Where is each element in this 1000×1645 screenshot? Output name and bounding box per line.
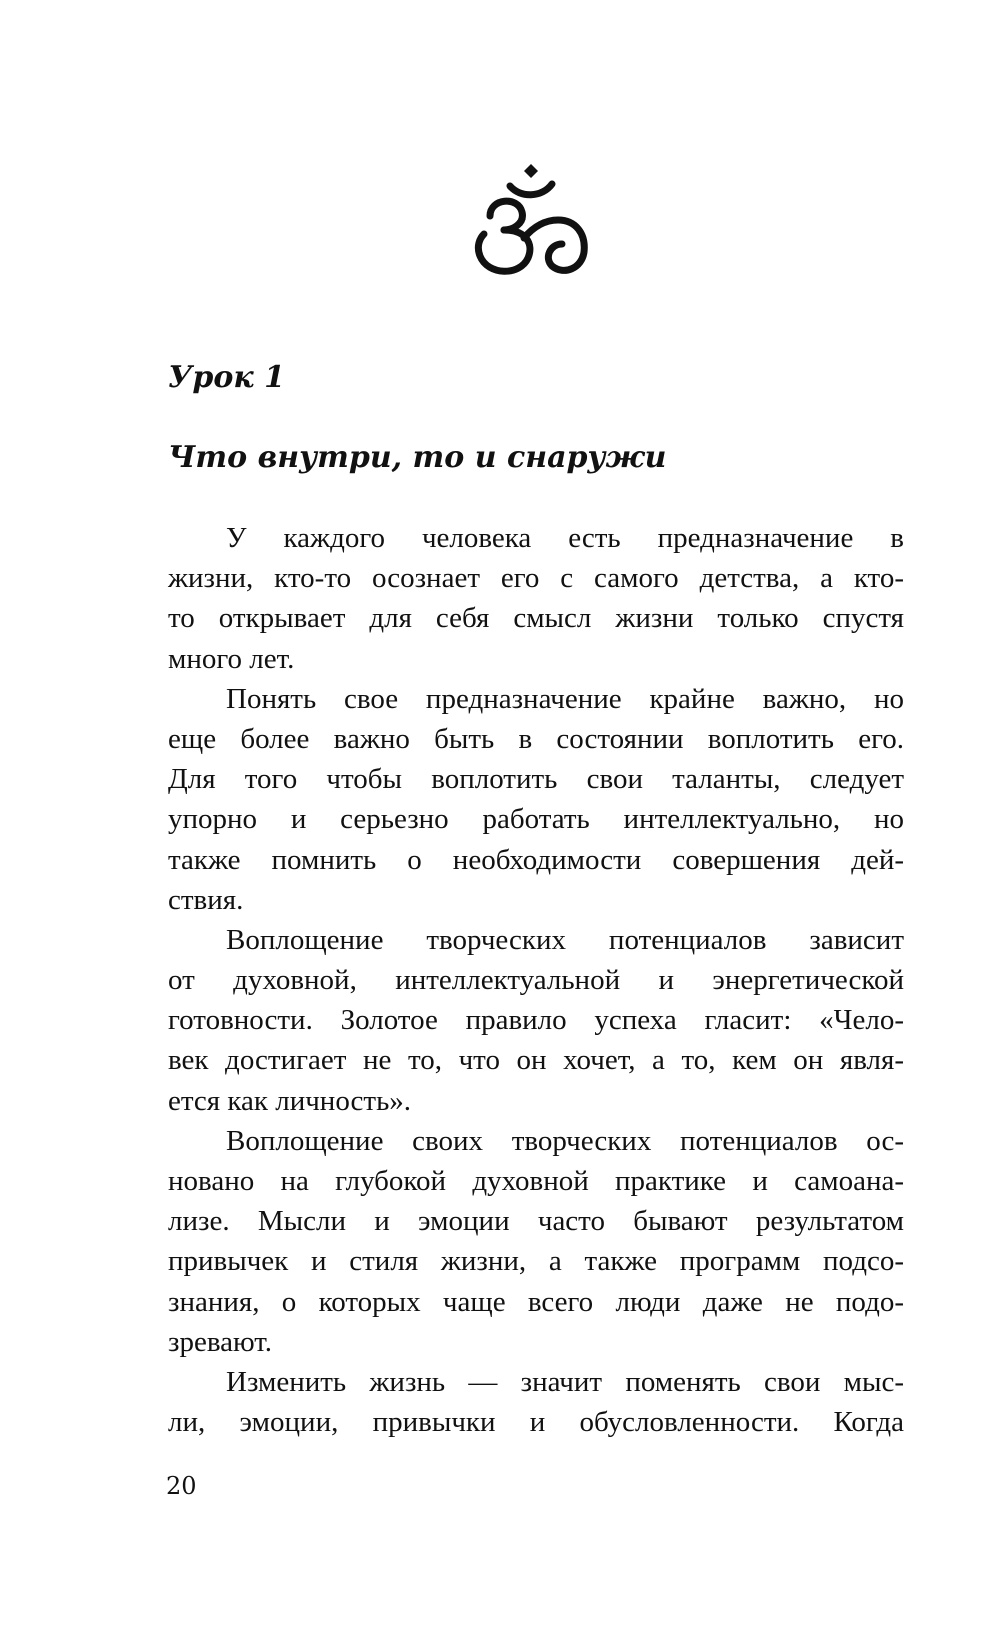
lesson-title: Что внутри, то и снаружи: [168, 440, 667, 475]
text-line: новано на глубокой духовной практике и самоана-: [168, 1165, 904, 1197]
text-line: Изменить жизнь — значит поменять свои мыс-: [226, 1365, 904, 1398]
text-line: упорно и серьезно работать интеллектуально, но: [168, 803, 904, 836]
text-line: то открывает для себя смысл жизни только спустя: [168, 602, 904, 635]
text-line: Воплощение своих творческих потенциалов ос-: [226, 1124, 904, 1157]
text-line: ли, эмоции, привычки и обусловленности. Когда: [168, 1406, 904, 1439]
body-text: [168, 518, 904, 1442]
text-line: знания, о которых чаще всего люди даже не подо-: [168, 1285, 904, 1318]
text-line: также помнить о необходимости совершения дей-: [168, 843, 904, 876]
text-line: ется как личность».: [168, 1084, 412, 1117]
page-number: 20: [166, 1472, 197, 1500]
text-line: много лет.: [168, 642, 295, 675]
text-line: зревают.: [168, 1325, 273, 1358]
text-line: У каждого человека есть предназначение в: [226, 522, 904, 554]
text-line: Понять свое предназначение крайне важно, но: [226, 682, 904, 715]
paragraph-5: [168, 1362, 904, 1442]
om-icon: [468, 158, 598, 288]
text-line: ствия.: [168, 883, 244, 916]
paragraph-3: [168, 920, 904, 1121]
text-line: еще более важно быть в состоянии воплотить его.: [168, 722, 904, 755]
text-line: Для того чтобы воплотить свои таланты, следует: [168, 763, 904, 796]
text-line: привычек и стиля жизни, а также программ подсо-: [168, 1245, 904, 1278]
text-line: от духовной, интеллектуальной и энергетической: [168, 964, 904, 997]
text-line: готовности. Золотое правило успеха гласит: «Чело-: [168, 1004, 904, 1037]
text-line: Воплощение творческих потенциалов зависит: [226, 923, 904, 956]
paragraph-1: [168, 518, 904, 679]
paragraph-2: [168, 679, 904, 920]
paragraph-4: [168, 1121, 904, 1362]
text-line: век достигает не то, что он хочет, а то, кем он явля-: [168, 1044, 904, 1077]
text-line: лизе. Мысли и эмоции часто бывают результатом: [168, 1205, 904, 1238]
lesson-label: Урок 1: [168, 360, 285, 395]
text-line: жизни, кто-то осознает его с самого детства, а кто-: [168, 562, 904, 595]
